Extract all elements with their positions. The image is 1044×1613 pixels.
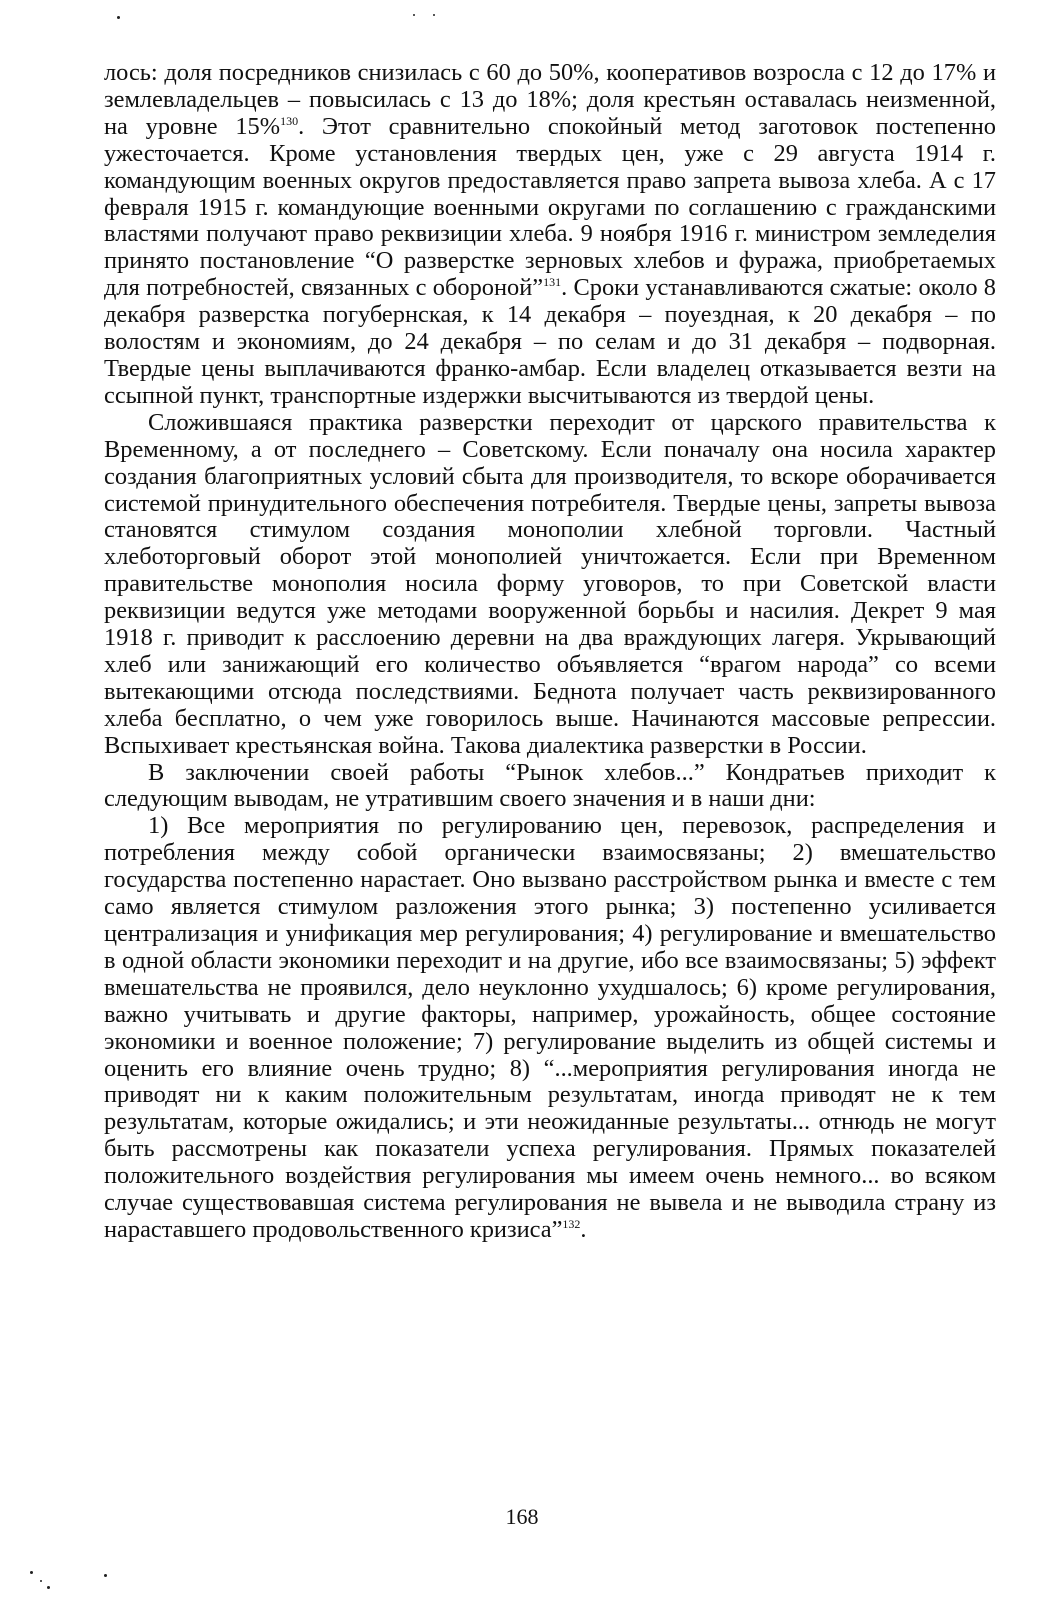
scan-speck — [47, 1586, 50, 1589]
paragraph-2 — [104, 410, 996, 760]
scan-speck — [433, 14, 435, 16]
paragraph-4-text: 1) Все мероприятия по регулированию цен, перевозок, распределения и потребления между собой органически взаимосвязаны; 2) вмешательство государства постепенно нарастает. Оно вызвано расстройством рынка и вместе с тем само является стимулом разложения этого рынка; 3) постепенно усиливается централизация и унификация мер регулирования; 4) регулирование и вмешательство в одной области экономики переходит и на другие, ибо все взаимосвязаны; 5) эффект вмешательства не проявился, дело неуклонно ухудшалось; 6) кроме регулирования, важно учитывать и другие факторы, например, урожайность, общее состояние экономики и военное положение; 7) регулирование выделить из общей системы и оценить его влияние очень трудно; 8) “...мероприятия регулирования иногда не приводят ни к каким положительным результатам, иногда приводят не к тем результатам, которые ожидались; и эти неожиданные результаты... отнюдь не могут быть рассмотрены как показатели успеха регулирования. Прямых показателей положительного воздействия регулирования мы имеем очень немного... во всяком случае существовавшая система регулирования не вывела и не выводила страну из нараставшего продовольственного кризиса” — [104, 812, 996, 1243]
footnote-ref: 131 — [543, 275, 562, 290]
paragraph-1-text: лось: доля посредников снизилась с 60 до 50%, кооперативов возросла с 12 до 17% и землевладельцев – повысилась с 13 до 18%; доля крестьян оставалась неизменной, на уровне 15% — [104, 59, 996, 140]
paragraph-1-text-end: . Сроки устанавливаются сжатые: около 8 декабря разверстка погубернская, к 14 декабря – поуездная, к 20 декабря – по волостям и экономиям, до 24 декабря – по селам и до 31 декабря – подворная. Твердые цены выплачиваются франко-амбар. Если владелец отказывается везти на ссыпной пункт, транспортные издержки высчитываются из твердой цены. — [104, 274, 997, 409]
scan-speck — [117, 16, 120, 19]
scan-speck — [30, 1571, 33, 1574]
paragraph-3-text: В заключении своей работы “Рынок хлебов...” Кондратьев приходит к следующим выводам, не утратившим своего значения и в наши дни: — [104, 758, 996, 813]
paragraph-4-text-end: . — [580, 1215, 587, 1243]
scan-speck — [40, 1580, 42, 1582]
page-number: 168 — [505, 1504, 539, 1529]
paragraph-1 — [104, 60, 996, 410]
footnote-ref: 132 — [562, 1216, 581, 1231]
paragraph-4 — [104, 813, 996, 1244]
footnote-ref: 130 — [280, 113, 299, 128]
paragraph-3 — [104, 760, 996, 814]
body-text — [104, 60, 996, 1244]
scan-speck — [104, 1574, 107, 1577]
paragraph-2-text: Сложившаяся практика разверстки переходит от царского правительства к Временному, а от последнего – Советскому. Если поначалу она носила характер создания благоприятных условий сбыта для производителя, то вскоре оборачивается системой принудительного обеспечения потребителя. Твердые цены, запреты вывоза становятся стимулом создания монополии хлебной торговли. Частный хлеботорговый оборот этой монополией уничтожается. Если при Временном правительстве монополия носила форму уговоров, то при Советской власти реквизиции ведутся уже методами вооруженной борьбы и насилия. Декрет 9 мая 1918 г. приводит к расслоению деревни на два враждующих лагеря. Укрывающий хлеб или занижающий его количество объявляется “врагом народа” со всеми вытекающими отсюда последствиями. Беднота получает часть реквизированного хлеба бесплатно, о чем уже говорилось выше. Начинаются массовые репрессии. Вспыхивает крестьянская война. Такова диалектика разверстки в России. — [104, 408, 996, 759]
paragraph-1-text-cont: . Этот сравнительно спокойный метод заготовок постепенно ужесточается. Кроме установления твердых цен, уже с 29 августа 1914 г. командующим военных округов предоставляется право запрета вывоза хлеба. А с 17 февраля 1915 г. командующие военными округами по соглашению с гражданскими властями получают право реквизиции хлеба. 9 ноября 1916 г. министром земледелия принято постановление “О разверстке зерновых хлебов и фуража, приобретаемых для потребностей, связанных с обороной” — [104, 112, 996, 302]
scan-speck — [413, 14, 415, 16]
